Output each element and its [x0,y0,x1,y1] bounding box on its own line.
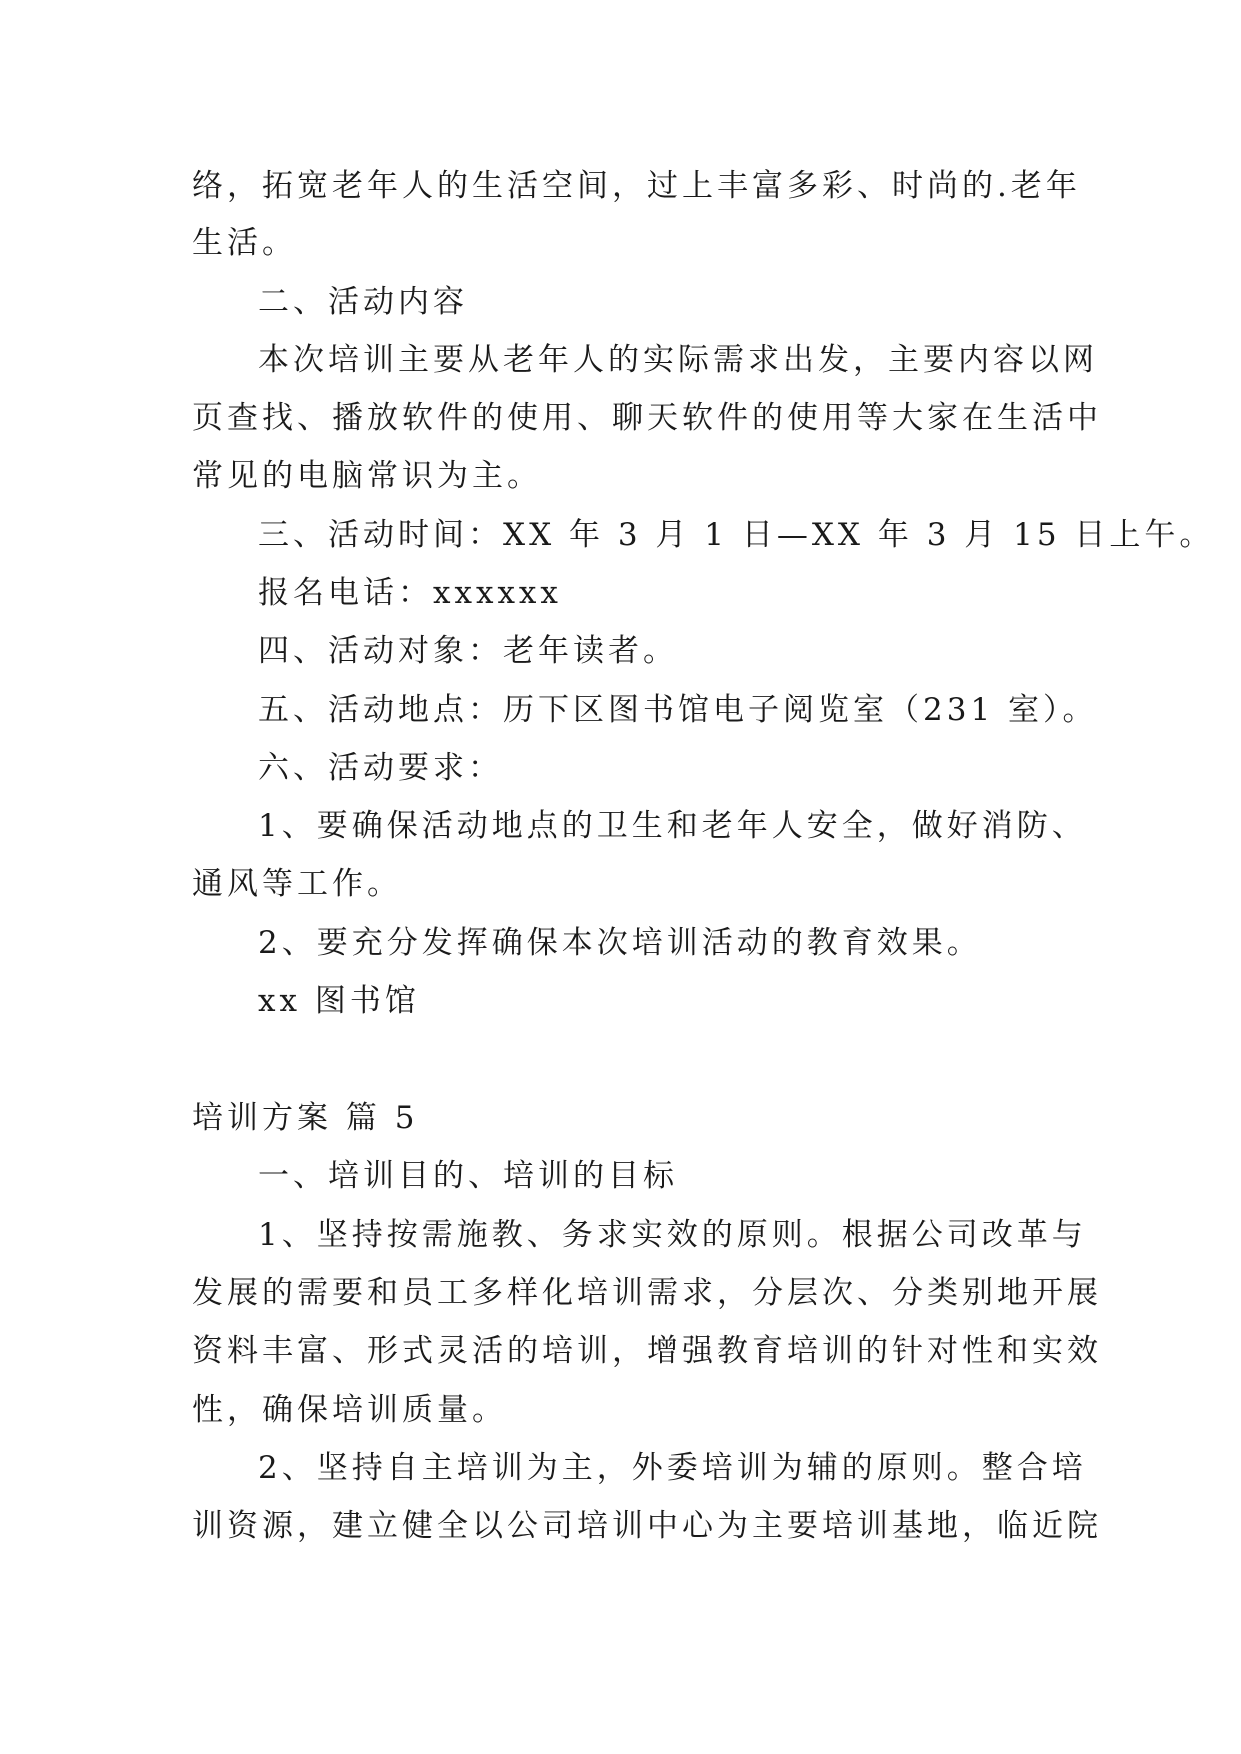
paragraph-line: 通风等工作。 [192,866,402,902]
paragraph-line: 性，确保培训质量。 [192,1392,507,1428]
paragraph-line: 本次培训主要从老年人的实际需求出发，主要内容以网 [258,342,1098,378]
paragraph-line: 训资源，建立健全以公司培训中心为主要培训基地，临近院 [192,1508,1102,1544]
section-heading: 六、活动要求： [258,750,503,786]
paragraph-line: 络，拓宽老年人的生活空间，过上丰富多彩、时尚的.老年 [192,168,1081,204]
document-title: 培训方案 篇 5 [192,1100,419,1136]
paragraph-line: 三、活动时间：XX 年 3 月 1 日—XX 年 3 月 15 日上午。 [258,517,1215,553]
paragraph-line: 报名电话：xxxxxx [258,575,562,611]
paragraph-line: 常见的电脑常识为主。 [192,458,542,494]
paragraph-line: 四、活动对象：老年读者。 [258,633,678,669]
paragraph-line: 资料丰富、形式灵活的培训，增强教育培训的针对性和实效 [192,1333,1102,1369]
paragraph-line: 1、坚持按需施教、务求实效的原则。根据公司改革与 [258,1217,1087,1253]
paragraph-line: 页查找、播放软件的使用、聊天软件的使用等大家在生活中 [192,400,1102,436]
paragraph-line: 发展的需要和员工多样化培训需求，分层次、分类别地开展 [192,1275,1102,1311]
paragraph-line: 2、要充分发挥确保本次培训活动的教育效果。 [258,925,982,961]
signature-line: xx 图书馆 [258,983,420,1019]
section-heading: 一、培训目的、培训的目标 [258,1158,678,1194]
paragraph-line: 2、坚持自主培训为主，外委培训为辅的原则。整合培 [258,1450,1087,1486]
paragraph-line: 五、活动地点：历下区图书馆电子阅览室（231 室）。 [258,692,1098,728]
paragraph-line: 1、要确保活动地点的卫生和老年人安全，做好消防、 [258,808,1087,844]
section-heading: 二、活动内容 [258,284,468,320]
paragraph-line: 生活。 [192,225,297,261]
